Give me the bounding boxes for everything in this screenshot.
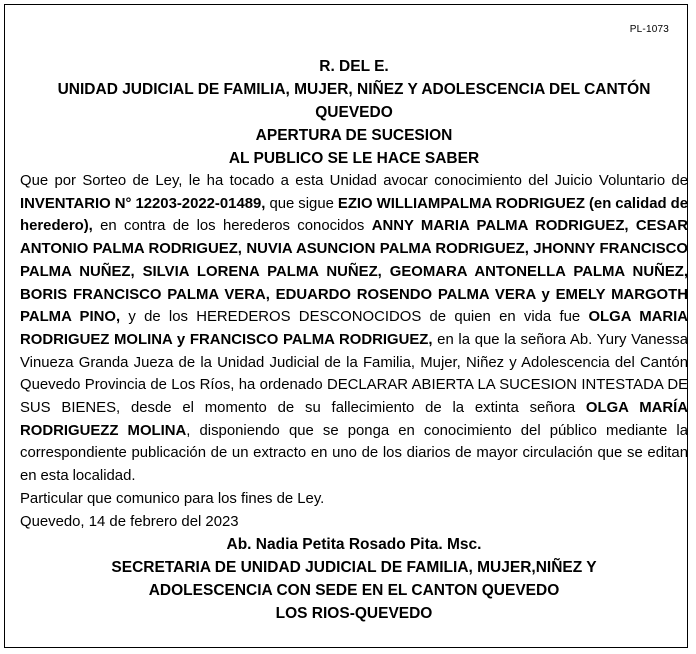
notice-body (20, 170, 688, 488)
signatory-name: Ab. Nadia Petita Rosado Pita. Msc. (226, 536, 482, 554)
deceased-name: OLGA MARÍA RODRIGUEZZ MOLINA (20, 400, 688, 439)
header-line-4: AL PUBLICO SE LE HACE SABER (228, 150, 480, 167)
body-text-4: y de los HEREDEROS DESCONOCIDOS de quien en vida fue (120, 309, 589, 326)
body-text-3: en contra de los herederos conocidos (92, 218, 372, 235)
known-heirs: ANNY MARIA PALMA RODRIGUEZ, CESAR ANTONIO PALMA RODRIGUEZ, NUVIA ASUNCION PALMA RODRIGUEZ, JHONNY FRANCISCO PALMA NUÑEZ, SILVIA LORENA PALMA NUÑEZ, GEOMARA ANTONELLA PALMA NUÑEZ, BORIS FRANCISCO PALMA VERA, EDUARDO ROSENDO PALMA VERA y EMELY MARGOTH PALMA PINO, (20, 218, 688, 326)
header-line-2: UNIDAD JUDICIAL DE FAMILIA, MUJER, NIÑEZ Y ADOLESCENCIA DEL CANTÓN QUEVEDO (57, 81, 651, 121)
signatory-title-2: ADOLESCENCIA CON SEDE EN EL CANTON QUEVEDO (148, 582, 560, 600)
header-line-3: APERTURA DE SUCESION (255, 127, 453, 144)
body-text-6: , disponiendo que se ponga en conocimiento del público mediante la correspondiente publicación de un extracto en uno de los diarios de mayor circulación que se editan en esta localidad. (20, 422, 688, 485)
body-text-5: en la que la señora Ab. Yury Vanessa Vinueza Granda Jueza de la Unidad Judicial de la Familia, Mujer, Niñez y Adolescencia del Cantón Quevedo Provincia de Los Ríos, ha ordenado DECLARAR ABIERTA LA SUCESION INTESTADA DE SUS BIENES, desde el momento de su fallecimiento de la extinta señora (20, 331, 688, 417)
case-number: INVENTARIO N° 12203-2022-01489, (20, 195, 266, 212)
deceased-names: OLGA MARIA RODRIGUEZ MOLINA y FRANCISCO PALMA RODRIGUEZ, (20, 309, 689, 348)
body-text-1: Que por Sorteo de Ley, le ha tocado a esta Unidad avocar conocimiento del Juicio Voluntario de (20, 173, 688, 189)
signatory-title-1: SECRETARIA DE UNIDAD JUDICIAL DE FAMILIA, MUJER,NIÑEZ Y (111, 559, 597, 577)
closing-line: Particular que comunico para los fines de Ley. (20, 490, 325, 507)
header-line-1: R. DEL E. (319, 58, 389, 75)
plaintiff-name: EZIO WILLIAMPALMA RODRIGUEZ (en calidad de heredero), (20, 195, 688, 235)
document-code: PL-1073 (629, 24, 669, 35)
notice-frame (4, 4, 688, 648)
body-text-2: que sigue (265, 195, 338, 212)
date-line: Quevedo, 14 de febrero del 2023 (20, 513, 239, 530)
notice-content (20, 55, 688, 625)
signatory-title-3: LOS RIOS-QUEVEDO (275, 605, 433, 623)
